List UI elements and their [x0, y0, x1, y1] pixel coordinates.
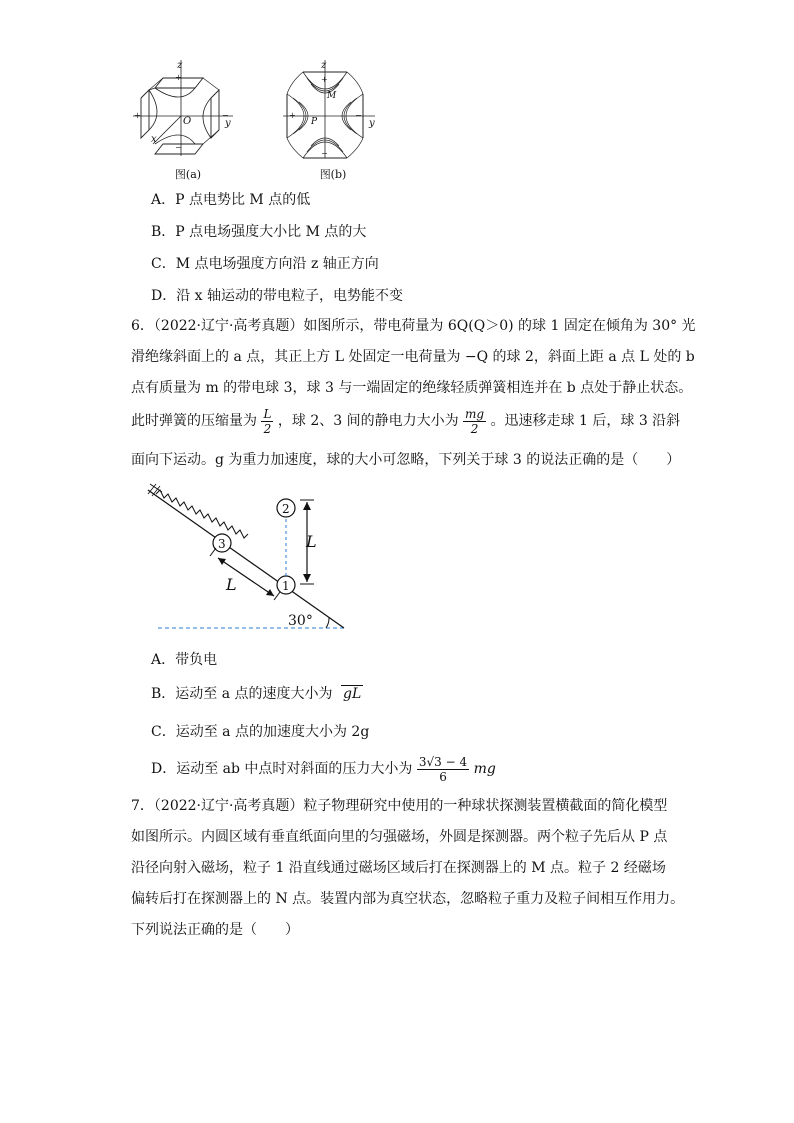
q5-option-c: C．M 点电场强度方向沿 z 轴正方向 — [151, 256, 379, 272]
q5-option-a: A．P 点电势比 M 点的低 — [151, 192, 311, 208]
q5-option-d: D．沿 x 轴运动的带电粒子，电势能不变 — [151, 288, 404, 304]
q6-line-4 — [131, 404, 680, 438]
q7-line-4: 偏转后打在探测器上的 N 点。装置内部为真空状态，忽略粒子重力及粒子间相互作用力。 — [131, 891, 685, 907]
svg-text:+: + — [321, 75, 328, 84]
fraction-numerator: 3√3 − 4 — [418, 754, 468, 769]
origin-o-label: O — [183, 116, 192, 127]
q5-option-b: B．P 点电场强度大小比 M 点的大 — [151, 224, 367, 240]
fraction-mg-over-2 — [463, 407, 486, 436]
svg-text:−: − — [175, 143, 182, 152]
ball-2-label: 2 — [282, 502, 290, 516]
q6-line-4-pre: 此时弹簧的压缩量为 — [131, 413, 257, 429]
axis-y-label-b: y — [369, 118, 375, 129]
figure-a-drawing — [133, 58, 243, 166]
svg-text:−: − — [222, 111, 229, 120]
sqrt-gl-expression: gL — [343, 686, 362, 702]
fraction-numerator: L — [263, 406, 272, 421]
axis-y-label: y — [225, 118, 231, 129]
fraction-denominator: 2 — [263, 421, 272, 436]
q6-line-4-mid: ，球 2、3 间的静电力大小为 — [277, 413, 459, 429]
label-l-slope: L — [226, 575, 237, 594]
figure-b-caption: 图(b) — [319, 168, 347, 181]
fraction-d — [417, 755, 469, 784]
fraction-denominator: 6 — [439, 769, 447, 784]
figure-a-caption: 图(a) — [174, 168, 202, 181]
point-p-label: P — [311, 117, 318, 127]
svg-text:+: + — [175, 73, 182, 82]
figure-b-drawing — [283, 58, 393, 166]
angle-label: 30° — [288, 613, 313, 629]
q6-option-d — [151, 752, 496, 786]
axis-x-label: x — [151, 134, 157, 145]
ball-3-label: 3 — [218, 537, 226, 551]
figure-a — [133, 58, 243, 181]
q7-line-2: 如图所示。内圆区域有垂直纸面向里的匀强磁场，外圆是探测器。两个粒子先后从 P 点 — [131, 829, 668, 845]
q7-line-1: 7．（2022·辽宁·高考真题）粒子物理研究中使用的一种球状探测装置横截面的简化模型 — [131, 798, 668, 814]
fraction-numerator: mg — [465, 406, 485, 421]
q6-line-1: 6．（2022·辽宁·高考真题）如图所示，带电荷量为 6Q(Q＞0) 的球 1 固定在倾角为 30° 光 — [131, 318, 696, 334]
q6-option-a: A．带负电 — [151, 652, 218, 668]
label-l-vertical: L — [306, 532, 317, 551]
q6-line-4-post: 。迅速移走球 1 后，球 3 沿斜 — [490, 413, 681, 429]
svg-text:+: + — [289, 111, 296, 120]
incline-figure — [138, 480, 358, 639]
q6-option-c: C．运动至 a 点的加速度大小为 2g — [151, 724, 370, 740]
q6-line-5: 面向下运动。g 为重力加速度，球的大小可忽略，下列关于球 3 的说法正确的是（ ） — [131, 452, 681, 468]
point-m-label: M — [327, 91, 337, 101]
figure-row — [133, 58, 393, 183]
q6-option-b-text: B．运动至 a 点的速度大小为 — [151, 686, 333, 702]
ball-1-label: 1 — [282, 579, 290, 593]
svg-text:−: − — [355, 111, 362, 120]
fraction-l-over-2 — [261, 407, 273, 436]
incline-drawing — [138, 480, 358, 635]
q6-option-d-post: mg — [473, 761, 496, 777]
axis-z-label-b: z — [321, 60, 327, 71]
axis-z-label: z — [177, 60, 183, 71]
figure-b — [283, 58, 393, 181]
q6-option-d-text: D．运动至 ab 中点时对斜面的压力大小为 — [151, 761, 413, 777]
q6-line-2: 滑绝缘斜面上的 a 点，其正上方 L 处固定一电荷量为 −Q 的球 2，斜面上距 a 点 L 处的 b — [131, 349, 695, 365]
fraction-denominator: 2 — [470, 421, 479, 436]
q6-line-3: 点有质量为 m 的带电球 3，球 3 与一端固定的绝缘轻质弹簧相连并在 b 点处于静止状态。 — [131, 380, 693, 396]
q6-option-b — [151, 684, 363, 704]
svg-text:−: − — [321, 149, 328, 158]
q7-line-3: 沿径向射入磁场，粒子 1 沿直线通过磁场区域后打在探测器上的 M 点。粒子 2 经磁场 — [131, 860, 666, 876]
svg-text:+: + — [134, 111, 141, 120]
q7-line-5: 下列说法正确的是（ ） — [131, 922, 299, 938]
